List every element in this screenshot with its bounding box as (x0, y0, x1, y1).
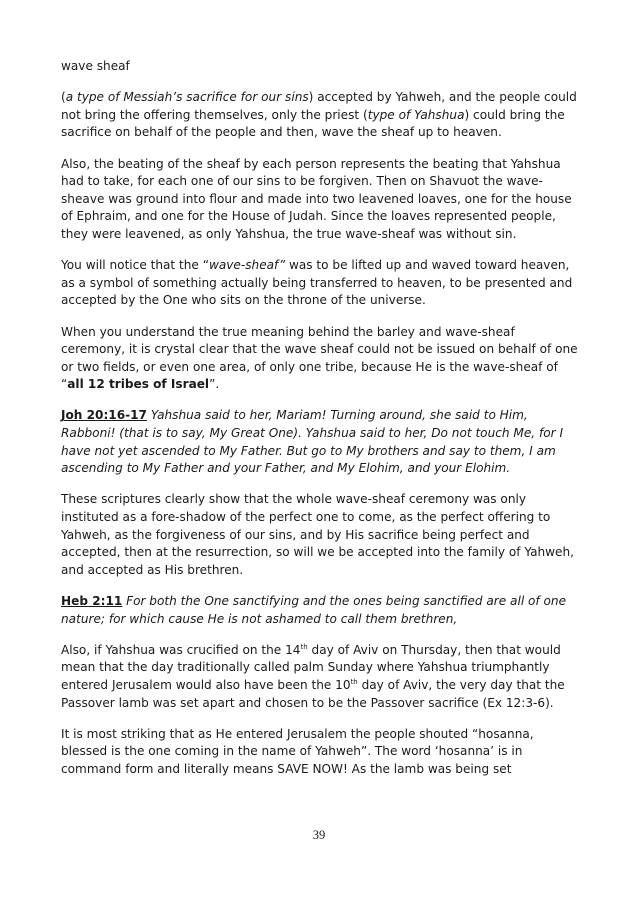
text-span: ) accepted by Yahweh, and the people could not bring the offering themselves, only the priest ( (61, 90, 577, 122)
text-span: was to be lifted up and waved toward heaven, as a symbol of something actually being transferred to heaven, to be presented and accepted by the One who sits on the throne of the universe. (61, 258, 573, 308)
italic-phrase: a type of Messiah’s sacrifice for our sins (65, 90, 309, 105)
italic-phrase: type of Yahshua (367, 107, 465, 122)
bold-phrase: all 12 tribes of Israel (67, 377, 210, 392)
text-span: day of Aviv, the very day that the Passover lamb was set apart and chosen to be the Passover sacrifice (Ex 12:3-6). (61, 677, 565, 710)
scripture-quote-hebrews (61, 593, 581, 628)
paragraph-2: Also, the beating of the sheaf by each person represents the beating that Yahshua had to take, for each one of our sins to be forgiven. Then on Shavuot the wave-sheave was ground into flour and made into two leavened loaves, one for the house of Ephraim, and one for the House of Judah. Since the loaves represented people, they were leavened, as only Yahshua, the true wave-sheaf was without sin. (61, 156, 572, 241)
text-span: ) could bring the sacrifice on behalf of the people and then, wave the sheaf up to heaven. (61, 107, 565, 140)
scripture-reference: Heb 2:11 (61, 594, 123, 608)
paragraph-9: It is most striking that as He entered Jerusalem the people shouted “hosanna, blessed is the one coming in the name of Yahweh”. The word ‘hosanna’ is in command form and literally means SAVE NOW! As the lamb was being set (61, 726, 534, 776)
paragraph-6: These scriptures clearly show that the whole wave-sheaf ceremony was only instituted as a fore-shadow of the perfect one to come, as the perfect offering to Yahweh, as the forgiveness of our sins, and by His sacrifice being perfect and accepted, then at the resurrection, so will we be accepted into the family of Yahweh, and accepted as His brethren. (61, 492, 574, 577)
paragraph-8 (61, 642, 581, 712)
section-heading: wave sheaf (61, 59, 130, 73)
text-span: day of Aviv on Thursday, then that would mean that the day traditionally called palm Sunday where Yahshua triumphantly entered Jerusalem would also have been the 10 (61, 642, 561, 692)
text-span: ( (61, 90, 66, 105)
paragraph-3 (61, 257, 581, 310)
paragraph-1 (61, 89, 581, 142)
scripture-text: For both the One sanctifying and the ones being sanctified are all of one nature; for which cause He is not ashamed to call them brethren, (61, 594, 567, 626)
ordinal-suffix: th (350, 677, 358, 686)
ordinal-suffix: th (300, 642, 308, 651)
scripture-quote-john (61, 407, 581, 477)
italic-phrase: wave-sheaf” (208, 258, 286, 273)
text-span: When you understand the true meaning behind the barley and wave-sheaf ceremony, it is crystal clear that the wave sheaf could not be issued on behalf of one or two fields, or even one area, of only one tribe, because He is the wave-sheaf of “ (61, 324, 578, 392)
text-span: Also, if Yahshua was crucified on the 14 (61, 642, 301, 657)
text-span: You will notice that the “ (61, 258, 209, 273)
scripture-reference: Joh 20:16-17 (61, 408, 147, 423)
scripture-text: Yahshua said to her, Mariam! Turning around, she said to Him, Rabboni! (that is to say, My Great One). Yahshua said to her, Do not touch Me, for I have not yet ascended to My Father. But go to My brothers and say to them, I am ascending to My Father and your Father, and My Elohim, and your Elohim. (61, 408, 564, 476)
page-number: 39 (312, 828, 326, 842)
paragraph-4 (61, 324, 581, 394)
document-body (61, 58, 581, 792)
text-span: ”. (209, 377, 220, 392)
